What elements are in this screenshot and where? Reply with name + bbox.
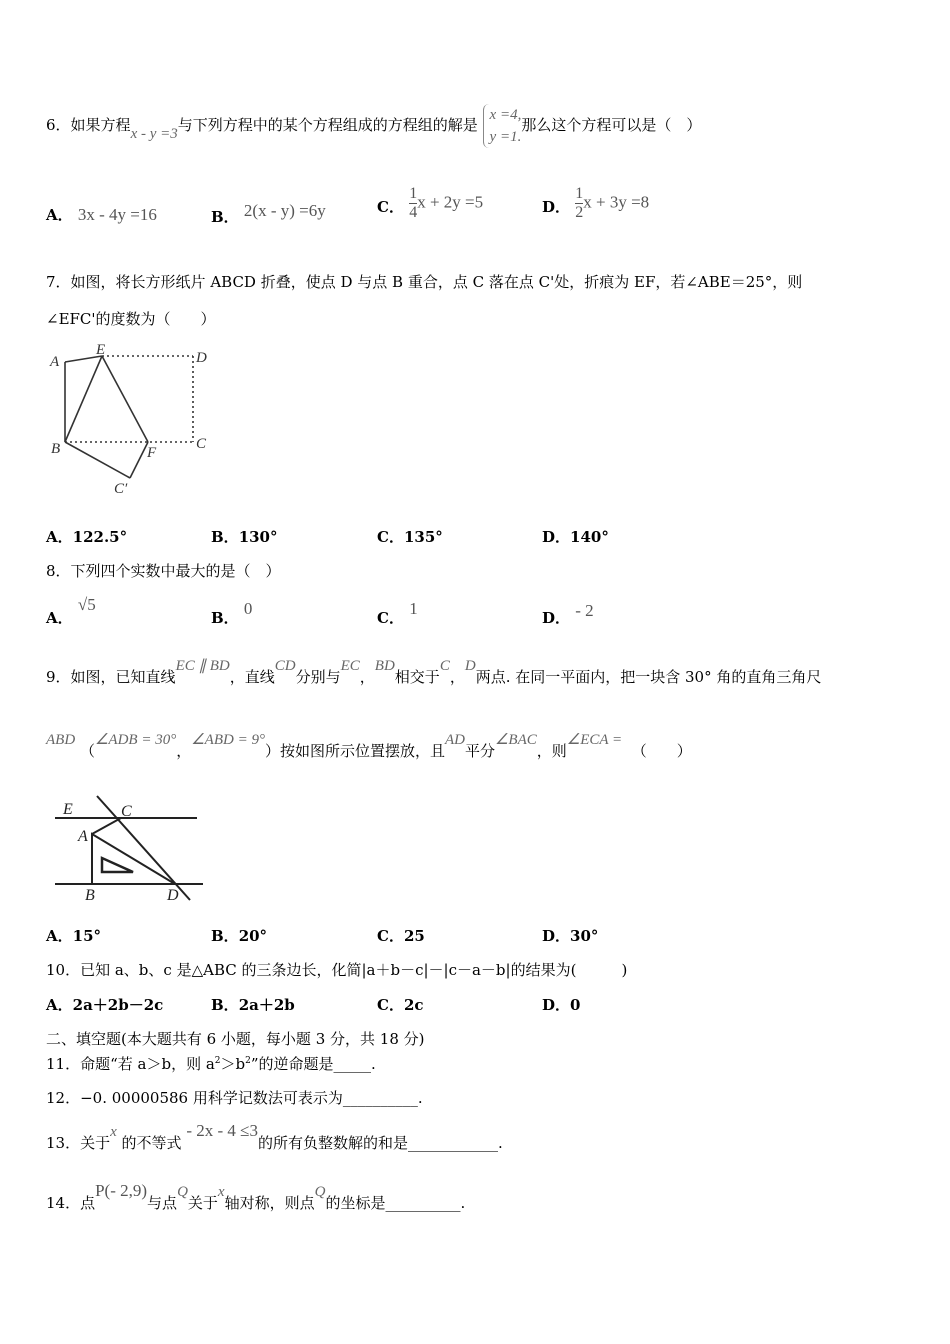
q-text: 与下列方程中的某个方程组成的方程组的解是 (177, 116, 478, 134)
question-14 (46, 1181, 466, 1213)
option-c[interactable] (377, 925, 425, 946)
superscript: 2 (214, 1056, 221, 1066)
option-label: B． (211, 996, 239, 1014)
math: Q (177, 1184, 188, 1200)
label-d: D (196, 350, 207, 366)
numerator: 1 (575, 185, 584, 202)
q-text: 的所有负整数解的和是____________. (258, 1134, 503, 1152)
option-d[interactable] (542, 925, 598, 946)
q-text: 13．关于 (46, 1134, 111, 1152)
option-d[interactable] (542, 600, 594, 627)
option-value: 140° (570, 528, 609, 546)
option-value: 25 (403, 927, 425, 945)
q-text: ）按如图所示位置摆放，且 (264, 742, 445, 760)
question-11 (46, 1053, 376, 1074)
label-e: E (63, 801, 73, 818)
option-label: B． (211, 609, 239, 627)
question-13 (46, 1121, 503, 1153)
q-text: 轴对称，则点 (224, 1194, 315, 1212)
option-value: 135° (403, 528, 443, 546)
option-b[interactable] (211, 598, 253, 627)
option-label: B． (211, 528, 239, 546)
denominator: 4 (409, 204, 418, 221)
label-a: A (78, 828, 88, 845)
q-text: ， (449, 668, 465, 686)
q-number: 6． (46, 116, 71, 134)
q-text: 与点 (147, 1194, 178, 1212)
math: C (439, 658, 450, 674)
equation-system (483, 104, 522, 148)
q-text: ＞b (220, 1055, 246, 1073)
option-value: - 2 (575, 601, 594, 620)
section-heading: 二、填空题(本大题共有 6 小题，每小题 3 分，共 18 分) (46, 1030, 425, 1048)
math: AD (444, 732, 465, 748)
option-label: C． (377, 197, 404, 216)
math: 3x - 4y =16 (77, 205, 157, 224)
question-6 (46, 104, 701, 148)
option-label: A． (46, 996, 73, 1014)
option-value: 130° (238, 528, 278, 546)
q-text: ，则 (536, 742, 567, 760)
question-12: 12．−0. 00000586 用科学记数法可表示为__________. (46, 1089, 423, 1107)
q-text: ”的逆命题是_____. (250, 1055, 376, 1073)
option-label: A． (46, 609, 73, 627)
figure-rectangle-fold (40, 340, 220, 500)
math: ABD (46, 732, 76, 748)
label-f: F (147, 445, 157, 461)
option-label: C． (377, 609, 404, 627)
option-value: 2c (403, 996, 424, 1014)
option-c[interactable] (377, 994, 424, 1015)
label-c: C (196, 436, 207, 452)
option-a[interactable] (46, 526, 127, 547)
option-b[interactable] (211, 526, 278, 547)
option-value: 2a＋2b－2c (72, 996, 164, 1014)
option-value: 1 (409, 599, 418, 618)
option-value: √5 (77, 595, 96, 614)
label-e: E (96, 342, 106, 358)
numerator: 1 (409, 185, 418, 202)
math: EC (340, 658, 360, 674)
superscript: 2 (245, 1056, 251, 1066)
question-10: 10．已知 a、b、c 是△ABC 的三条边长，化简|a＋b－c|－|c－a－b|的结果为( ) (46, 961, 628, 979)
math-eq: x - y =3 (130, 126, 178, 142)
option-label: C． (377, 528, 404, 546)
q-text: （ (79, 742, 95, 760)
q-text: 的坐标是__________. (325, 1194, 466, 1212)
q-text: 11．命题“若 a＞b，则 a (46, 1055, 215, 1073)
q-text: 的不等式 (121, 1134, 182, 1152)
q-text: 关于 (187, 1194, 218, 1212)
q-text: 平分 (464, 742, 495, 760)
option-label: A． (46, 206, 73, 224)
option-c[interactable] (377, 185, 483, 222)
option-c[interactable] (377, 598, 418, 627)
label-b: B (51, 441, 61, 457)
option-label: A． (46, 528, 73, 546)
q-text: 两点. 在同一平面内，把一块含 30° 角的直角三角尺 (475, 668, 822, 686)
q-text: 14．点 (46, 1194, 96, 1212)
option-label: C． (377, 996, 404, 1014)
math: x (110, 1124, 117, 1140)
option-label: D． (542, 609, 571, 627)
question-9-line1 (46, 658, 822, 687)
option-value: 122.5° (72, 528, 128, 546)
option-label: D． (542, 197, 571, 216)
option-value: 2a＋2b (238, 996, 295, 1014)
label-b: B (85, 887, 95, 904)
option-label: B． (211, 927, 239, 945)
math: Q (314, 1184, 326, 1200)
math: ∠BAC (494, 732, 537, 748)
option-a[interactable] (46, 204, 157, 225)
math: D (464, 658, 476, 674)
label-d: D (167, 887, 179, 904)
q-text: ，直线 (229, 668, 275, 686)
math: x (217, 1184, 225, 1200)
math: 2(x - y) =6y (243, 201, 326, 220)
math: CD (274, 658, 296, 674)
option-d[interactable] (542, 185, 649, 222)
math: ∠ABD = 9° (191, 732, 265, 748)
option-label: A． (46, 927, 73, 945)
question-7-line1: 7．如图，将长方形纸片 ABCD 折叠，使点 D 与点 B 重合，点 C 落在点 C'处，折痕为 EF，若∠ABE＝25°，则 (46, 273, 803, 291)
question-8: 8．下列四个实数中最大的是（ ） (46, 562, 281, 580)
math: ∠ADB = 30° (94, 732, 177, 748)
option-a[interactable] (46, 994, 163, 1015)
math: EC ∥ BD (175, 658, 230, 674)
math: ∠ECA = (566, 732, 623, 748)
option-label: D． (542, 996, 571, 1014)
option-label: B． (211, 208, 239, 226)
math: BD (374, 658, 395, 674)
question-7-line2: ∠EFC'的度数为（ ） (46, 310, 216, 328)
q-text: 分别与 (295, 668, 341, 686)
option-value: 15° (72, 927, 102, 945)
q-text: （ ） (631, 742, 692, 760)
option-value: 30° (570, 927, 599, 945)
option-d[interactable] (542, 994, 580, 1015)
q-text: 那么这个方程可以是（ ） (521, 116, 702, 134)
math: x + 2y =5 (417, 192, 484, 212)
option-label: D． (542, 528, 571, 546)
q-text: 相交于 (394, 668, 440, 686)
option-d[interactable] (542, 526, 609, 547)
math: P(- 2,9) (95, 1181, 148, 1200)
label-c-prime: C′ (114, 481, 128, 497)
label-a: A (50, 354, 60, 370)
denominator: 2 (575, 204, 584, 221)
q-text: 如图，已知直线 (70, 668, 176, 686)
option-a[interactable] (46, 925, 101, 946)
math: y =1. (489, 129, 522, 145)
label-c: C (121, 803, 132, 820)
q-text: ， (176, 742, 192, 760)
option-label: C． (377, 927, 404, 945)
option-b[interactable] (211, 925, 267, 946)
math: x + 3y =8 (583, 192, 650, 212)
option-a[interactable] (46, 594, 96, 627)
q-text: 如果方程 (70, 116, 131, 134)
option-b[interactable] (211, 994, 295, 1015)
option-b[interactable] (211, 200, 326, 226)
math: - 2x - 4 ≤3 (186, 1121, 258, 1140)
question-9-line2 (46, 732, 692, 761)
q-number: 9． (46, 668, 71, 686)
figure-triangle-ruler (45, 790, 215, 910)
math: x =4, (489, 107, 522, 123)
q-text: ， (359, 668, 375, 686)
option-value: 0 (570, 996, 581, 1014)
option-label: D． (542, 927, 571, 945)
option-value: 0 (243, 599, 253, 618)
option-c[interactable] (377, 526, 443, 547)
option-value: 20° (238, 927, 268, 945)
